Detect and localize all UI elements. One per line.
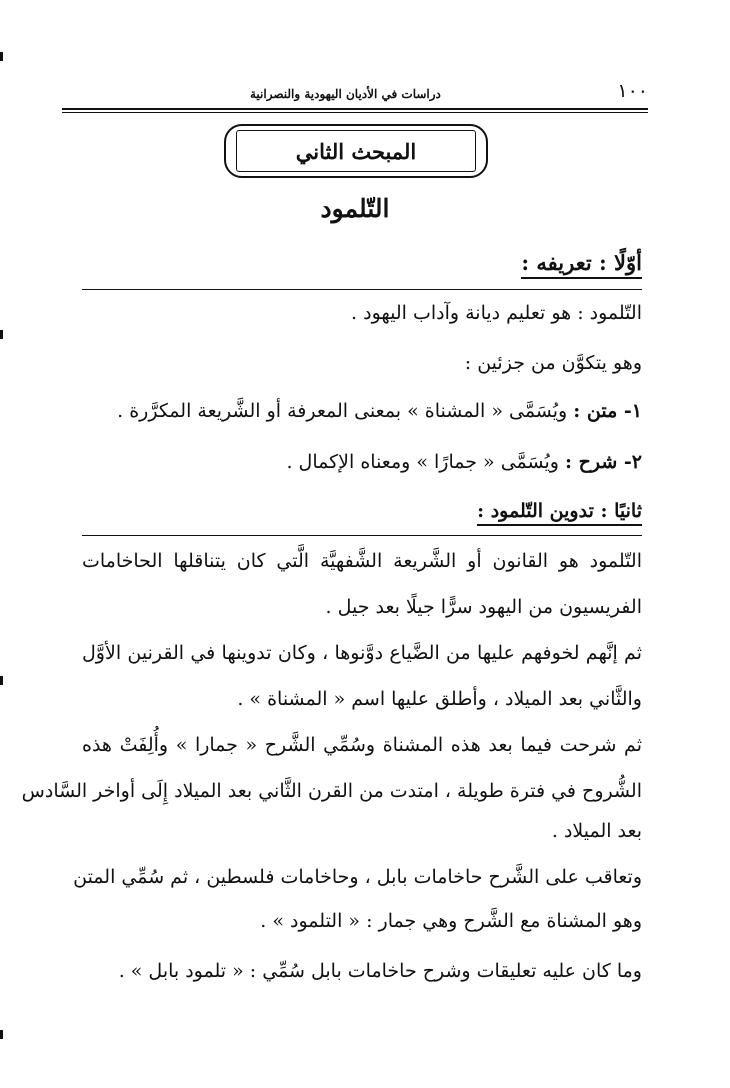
header-rule — [62, 108, 648, 110]
part-item-2-label: ٢- شرح : — [564, 451, 642, 473]
definition-line: التّلمود : هو تعليم ديانة وآداب اليهود . — [351, 302, 642, 324]
scan-edge-mark — [0, 52, 3, 61]
scan-edge-mark — [0, 1030, 3, 1039]
header-rule — [62, 112, 648, 113]
paragraph-line: وما كان عليه تعليقات وشرح حاخامات بابل سُمِّي : « تلمود بابل » . — [118, 960, 642, 982]
divider-line — [82, 535, 642, 536]
chapter-title: التّلمود — [320, 194, 390, 223]
paragraph-line: وتعاقب على الشَّرح حاخامات بابل ، وحاخامات فلسطين ، ثم سُمِّي المتن — [73, 866, 642, 888]
running-title: دراسات في الأديان اليهودية والنصرانية — [250, 87, 441, 101]
paragraph-line: التّلمود هو القانون أو الشَّريعة الشَّفهيَّة الَّتي كان يتناقلها الحاخامات — [82, 550, 642, 572]
section-title: المبحث الثاني — [236, 130, 476, 172]
heading-codification-text: ثانيًا : تدوين التّلمود : — [477, 500, 642, 526]
paragraph-line: بعد الميلاد . — [551, 820, 642, 842]
part-item-1 — [82, 400, 642, 422]
heading-definition — [82, 250, 642, 275]
part-item-1-label: ١- متن : — [573, 400, 642, 422]
scan-edge-mark — [0, 676, 3, 685]
heading-definition-text: أوّلًا : تعريفه : — [521, 250, 642, 279]
scan-edge-mark — [0, 330, 3, 339]
part-item-2-text: ويُسَمَّى « جمارًا » ومعناه الإكمال . — [286, 451, 559, 473]
heading-codification — [82, 500, 642, 522]
paragraph-line: الفريسيون من اليهود سرًّا جيلًا بعد جيل . — [325, 596, 642, 618]
part-item-1-text: ويُسَمَّى « المشناة » بمعنى المعرفة أو الشَّريعة المكرَّرة . — [117, 400, 568, 422]
paragraph-line: وهو المشناة مع الشَّرح وهي جمار : « التلمود » . — [260, 910, 642, 932]
parts-intro-line: وهو يتكوَّن من جزئين : — [464, 352, 642, 374]
divider-line — [82, 289, 642, 290]
page-header — [62, 80, 648, 110]
paragraph-line: الشُّروح في فترة طويلة ، امتدت من القرن الثَّاني بعد الميلاد إِلَى أواخر السَّادس — [21, 780, 642, 802]
paragraph-line: ثم شرحت فيما بعد هذه المشناة وسُمِّي الشَّرح « جمارا » وأُلِفَتْ هذه — [82, 734, 642, 756]
part-item-2 — [82, 451, 642, 473]
paragraph-line: والثَّاني بعد الميلاد ، وأطلق عليها اسم « المشناة » . — [237, 688, 642, 710]
paragraph-line: ثم إنَّهم لخوفهم عليها من الضَّياع دوَّنوها ، وكان تدوينها في القرنين الأوَّل — [82, 642, 642, 664]
page-number: ١٠٠ — [617, 80, 648, 102]
